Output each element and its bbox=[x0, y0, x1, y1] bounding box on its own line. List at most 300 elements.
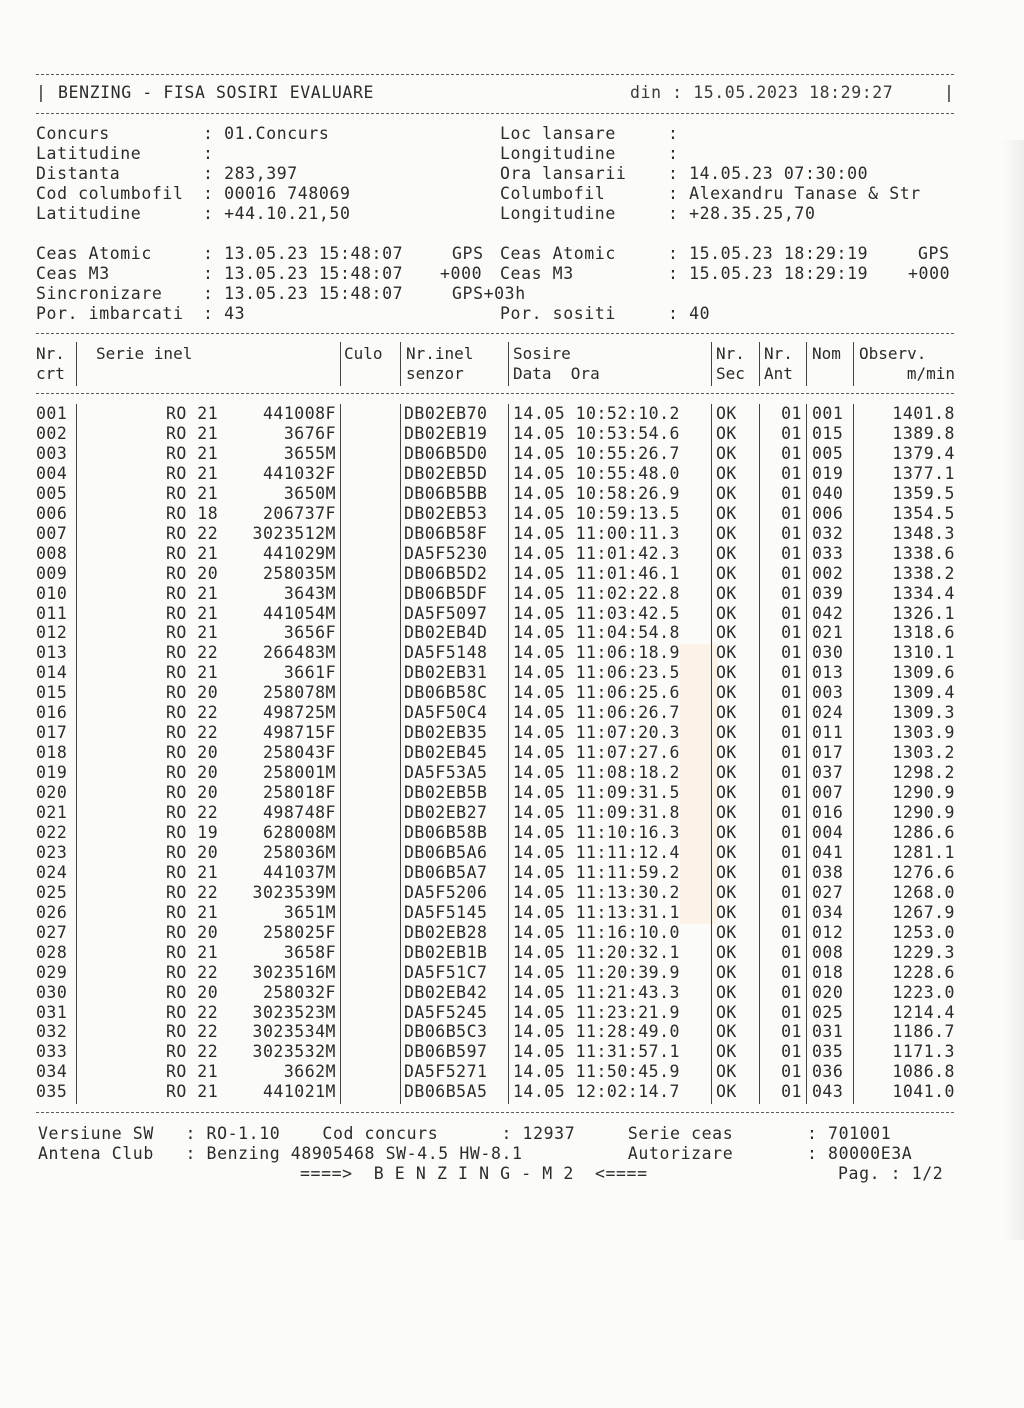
scan-shadow bbox=[1002, 140, 1024, 1240]
cell-sec: OK bbox=[716, 523, 737, 543]
cell-observ: 1268.0 bbox=[892, 882, 955, 902]
cell-serie-country: RO 21 bbox=[166, 663, 219, 683]
cell-sosire: 14.05 11:10:16.3 bbox=[513, 822, 680, 842]
cell-serie-country: RO 21 bbox=[166, 862, 219, 882]
cell-sosire: 14.05 11:07:20.3 bbox=[513, 723, 680, 743]
info-label: Loc lansare bbox=[500, 124, 616, 143]
cell-nom: 018 bbox=[812, 962, 844, 982]
cell-serie-ring: 441032F bbox=[262, 463, 336, 483]
cell-ant: 01 bbox=[781, 1042, 802, 1062]
cell-serie-country: RO 21 bbox=[166, 463, 219, 483]
cell-serie-country: RO 22 bbox=[166, 723, 219, 743]
cell-ant: 01 bbox=[781, 463, 802, 483]
cell-nom: 043 bbox=[812, 1082, 844, 1102]
cell-serie-country: RO 20 bbox=[166, 842, 219, 862]
table-header bbox=[36, 342, 954, 386]
clock-label: Ceas Atomic bbox=[500, 244, 616, 263]
cell-sec: OK bbox=[716, 683, 737, 703]
cell-nr: 001 bbox=[36, 404, 68, 423]
cell-sec: OK bbox=[716, 803, 737, 822]
cell-sosire: 14.05 11:04:54.8 bbox=[513, 623, 680, 643]
cell-senzor: DB06B5D2 bbox=[404, 563, 488, 583]
title-divider bbox=[36, 113, 954, 114]
info-divider bbox=[36, 333, 954, 334]
cell-sec: OK bbox=[716, 463, 737, 483]
cell-serie-country: RO 21 bbox=[166, 902, 219, 922]
cell-nom: 003 bbox=[812, 683, 844, 703]
info-label: Latitudine bbox=[36, 144, 142, 163]
table-row bbox=[36, 823, 954, 843]
cell-serie-country: RO 20 bbox=[166, 922, 219, 942]
info-label: Columbofil bbox=[500, 184, 606, 203]
col-rule bbox=[400, 342, 401, 386]
cell-sosire: 14.05 10:55:48.0 bbox=[513, 463, 680, 483]
cell-senzor: DB06B58F bbox=[404, 523, 488, 543]
table-row bbox=[36, 743, 954, 763]
cell-sosire: 14.05 11:06:18.9 bbox=[513, 643, 680, 663]
cell-nr: 025 bbox=[36, 882, 68, 902]
cell-observ: 1401.8 bbox=[892, 404, 955, 423]
cell-senzor: DB02EB19 bbox=[404, 423, 488, 443]
col-header-nom: Nom bbox=[812, 344, 841, 363]
clock-label: Por. sositi bbox=[500, 304, 616, 323]
cell-serie-ring: 3651M bbox=[283, 902, 336, 922]
cell-nr: 033 bbox=[36, 1042, 68, 1062]
cell-ant: 01 bbox=[781, 1062, 802, 1082]
col-header-ant-sub: Ant bbox=[764, 364, 793, 383]
cell-serie-ring: 3023523M bbox=[252, 1002, 336, 1022]
cell-sosire: 14.05 10:55:26.7 bbox=[513, 443, 680, 463]
cell-senzor: DA5F5271 bbox=[404, 1062, 488, 1082]
table-row bbox=[36, 923, 954, 943]
clock-value: : 15.05.23 18:29:19 bbox=[668, 264, 869, 283]
cell-senzor: DB02EB45 bbox=[404, 743, 488, 763]
cell-observ: 1290.9 bbox=[892, 783, 955, 803]
cell-nr: 021 bbox=[36, 803, 68, 822]
cell-serie-ring: 441008F bbox=[262, 404, 336, 423]
cell-nr: 016 bbox=[36, 703, 68, 723]
table-row bbox=[36, 803, 954, 823]
cell-sosire: 14.05 10:52:10.2 bbox=[513, 404, 680, 423]
cell-sec: OK bbox=[716, 623, 737, 643]
cell-sec: OK bbox=[716, 942, 737, 962]
cell-serie-ring: 3643M bbox=[283, 583, 336, 603]
cell-nr: 029 bbox=[36, 962, 68, 982]
cell-nom: 011 bbox=[812, 723, 844, 743]
cell-ant: 01 bbox=[781, 922, 802, 942]
info-value: : bbox=[203, 144, 214, 163]
table-row bbox=[36, 963, 954, 983]
cell-ant: 01 bbox=[781, 683, 802, 703]
cell-sec: OK bbox=[716, 603, 737, 623]
table-row bbox=[36, 584, 954, 604]
cell-ant: 01 bbox=[781, 423, 802, 443]
col-header-obs-sub: m/min bbox=[906, 364, 955, 383]
cell-nr: 008 bbox=[36, 543, 68, 563]
table-row bbox=[36, 464, 954, 484]
cell-observ: 1281.1 bbox=[892, 842, 955, 862]
col-rule bbox=[806, 342, 807, 386]
cell-sec: OK bbox=[716, 723, 737, 743]
cell-serie-country: RO 20 bbox=[166, 783, 219, 803]
info-label: Distanta bbox=[36, 164, 121, 183]
cell-observ: 1359.5 bbox=[892, 483, 955, 503]
cell-sosire: 14.05 11:23:21.9 bbox=[513, 1002, 680, 1022]
cell-ant: 01 bbox=[781, 663, 802, 683]
info-value: : bbox=[668, 124, 679, 143]
col-header-sosire: Sosire bbox=[513, 344, 571, 363]
cell-serie-ring: 3655M bbox=[283, 443, 336, 463]
cell-sosire: 14.05 11:21:43.3 bbox=[513, 982, 680, 1002]
cell-nom: 037 bbox=[812, 763, 844, 783]
cell-observ: 1253.0 bbox=[892, 922, 955, 942]
cell-ant: 01 bbox=[781, 743, 802, 763]
cell-senzor: DA5F5148 bbox=[404, 643, 488, 663]
cell-observ: 1338.6 bbox=[892, 543, 955, 563]
cell-serie-ring: 266483M bbox=[262, 643, 336, 663]
table-row bbox=[36, 1042, 954, 1062]
title-bar-left: | bbox=[36, 83, 47, 102]
cell-sosire: 14.05 12:02:14.7 bbox=[513, 1082, 680, 1102]
cell-senzor: DB02EB4D bbox=[404, 623, 488, 643]
cell-nr: 026 bbox=[36, 902, 68, 922]
cell-observ: 1318.6 bbox=[892, 623, 955, 643]
cell-serie-country: RO 20 bbox=[166, 683, 219, 703]
cell-nom: 032 bbox=[812, 523, 844, 543]
col-header-ant: Nr. bbox=[764, 344, 793, 363]
cell-sec: OK bbox=[716, 922, 737, 942]
cell-sosire: 14.05 10:59:13.5 bbox=[513, 503, 680, 523]
cell-nom: 039 bbox=[812, 583, 844, 603]
cell-nr: 023 bbox=[36, 842, 68, 862]
cell-serie-ring: 441054M bbox=[262, 603, 336, 623]
cell-nom: 033 bbox=[812, 543, 844, 563]
cell-ant: 01 bbox=[781, 1002, 802, 1022]
cell-senzor: DA5F5230 bbox=[404, 543, 488, 563]
cell-nr: 024 bbox=[36, 862, 68, 882]
header-divider bbox=[36, 393, 954, 394]
col-rule bbox=[711, 342, 712, 386]
cell-serie-ring: 3023539M bbox=[252, 882, 336, 902]
cell-observ: 1041.0 bbox=[892, 1082, 955, 1102]
col-header-sosire-sub: Data Ora bbox=[513, 364, 600, 383]
cell-ant: 01 bbox=[781, 842, 802, 862]
clock-suffix: +000 bbox=[908, 264, 951, 283]
cell-serie-ring: 3658F bbox=[283, 942, 336, 962]
cell-nom: 008 bbox=[812, 942, 844, 962]
clock-suffix: +000 bbox=[440, 264, 483, 283]
cell-nom: 042 bbox=[812, 603, 844, 623]
footer-antenna-line: Antena Club : Benzing 48905468 SW-4.5 HW-8.1 Autorizare : 80000E3A bbox=[38, 1144, 913, 1163]
table-row bbox=[36, 943, 954, 963]
info-value: : +28.35.25,70 bbox=[668, 204, 816, 223]
cell-sosire: 14.05 11:03:42.5 bbox=[513, 603, 680, 623]
footer-software-line: Versiune SW : RO-1.10 Cod concurs : 12937 Serie ceas : 701001 bbox=[38, 1124, 892, 1143]
cell-serie-country: RO 21 bbox=[166, 623, 219, 643]
table-row bbox=[36, 763, 954, 783]
col-header-serie: Serie inel bbox=[96, 344, 193, 363]
table-row bbox=[36, 723, 954, 743]
cell-sosire: 14.05 11:11:12.4 bbox=[513, 842, 680, 862]
cell-nr: 012 bbox=[36, 623, 68, 643]
cell-observ: 1326.1 bbox=[892, 603, 955, 623]
cell-observ: 1086.8 bbox=[892, 1062, 955, 1082]
info-label: Longitudine bbox=[500, 144, 616, 163]
cell-ant: 01 bbox=[781, 483, 802, 503]
info-value: : 14.05.23 07:30:00 bbox=[668, 164, 869, 183]
cell-serie-country: RO 21 bbox=[166, 603, 219, 623]
arrivals-table bbox=[36, 404, 954, 1104]
clock-value: : 43 bbox=[203, 304, 246, 323]
cell-sec: OK bbox=[716, 423, 737, 443]
cell-serie-country: RO 22 bbox=[166, 962, 219, 982]
cell-sosire: 14.05 11:06:26.7 bbox=[513, 703, 680, 723]
cell-nr: 018 bbox=[36, 743, 68, 763]
col-header-sec: Nr. bbox=[716, 344, 745, 363]
cell-sosire: 14.05 11:01:42.3 bbox=[513, 543, 680, 563]
cell-serie-country: RO 22 bbox=[166, 523, 219, 543]
cell-nr: 020 bbox=[36, 783, 68, 803]
cell-ant: 01 bbox=[781, 603, 802, 623]
cell-sosire: 14.05 11:01:46.1 bbox=[513, 563, 680, 583]
cell-senzor: DB06B597 bbox=[404, 1042, 488, 1062]
cell-sec: OK bbox=[716, 882, 737, 902]
cell-nom: 012 bbox=[812, 922, 844, 942]
cell-observ: 1267.9 bbox=[892, 902, 955, 922]
cell-observ: 1377.1 bbox=[892, 463, 955, 483]
cell-nr: 035 bbox=[36, 1082, 68, 1102]
cell-senzor: DA5F51C7 bbox=[404, 962, 488, 982]
cell-observ: 1276.6 bbox=[892, 862, 955, 882]
cell-sosire: 14.05 11:16:10.0 bbox=[513, 922, 680, 942]
clock-value: : 13.05.23 15:48:07 bbox=[203, 244, 404, 263]
clock-value: : 15.05.23 18:29:19 bbox=[668, 244, 869, 263]
cell-nr: 014 bbox=[36, 663, 68, 683]
cell-nr: 028 bbox=[36, 942, 68, 962]
table-row bbox=[36, 604, 954, 624]
col-rule bbox=[508, 342, 509, 386]
cell-sec: OK bbox=[716, 822, 737, 842]
table-row bbox=[36, 1082, 954, 1102]
cell-sec: OK bbox=[716, 483, 737, 503]
cell-nom: 027 bbox=[812, 882, 844, 902]
cell-sec: OK bbox=[716, 503, 737, 523]
cell-sec: OK bbox=[716, 962, 737, 982]
col-header-sec-sub: Sec bbox=[716, 364, 745, 383]
col-header-nr: Nr. bbox=[36, 344, 65, 363]
cell-senzor: DB06B58C bbox=[404, 683, 488, 703]
cell-ant: 01 bbox=[781, 1082, 802, 1102]
col-rule bbox=[340, 342, 341, 386]
cell-serie-ring: 3023512M bbox=[252, 523, 336, 543]
cell-serie-country: RO 22 bbox=[166, 703, 219, 723]
cell-serie-ring: 258001M bbox=[262, 763, 336, 783]
cell-nr: 005 bbox=[36, 483, 68, 503]
cell-senzor: DB06B5BB bbox=[404, 483, 488, 503]
cell-ant: 01 bbox=[781, 803, 802, 822]
cell-nom: 002 bbox=[812, 563, 844, 583]
cell-ant: 01 bbox=[781, 962, 802, 982]
cell-sosire: 14.05 11:20:39.9 bbox=[513, 962, 680, 982]
cell-serie-country: RO 21 bbox=[166, 1062, 219, 1082]
cell-nr: 002 bbox=[36, 423, 68, 443]
cell-observ: 1334.4 bbox=[892, 583, 955, 603]
cell-nr: 006 bbox=[36, 503, 68, 523]
cell-serie-country: RO 20 bbox=[166, 763, 219, 783]
cell-sec: OK bbox=[716, 663, 737, 683]
cell-ant: 01 bbox=[781, 763, 802, 783]
cell-observ: 1309.3 bbox=[892, 703, 955, 723]
cell-sec: OK bbox=[716, 743, 737, 763]
info-label: Longitudine bbox=[500, 204, 616, 223]
cell-sec: OK bbox=[716, 543, 737, 563]
cell-sec: OK bbox=[716, 982, 737, 1002]
clock-value: : 13.05.23 15:48:07 bbox=[203, 284, 404, 303]
cell-sosire: 14.05 11:13:30.2 bbox=[513, 882, 680, 902]
cell-sosire: 14.05 11:06:25.6 bbox=[513, 683, 680, 703]
cell-nom: 041 bbox=[812, 842, 844, 862]
cell-nom: 016 bbox=[812, 803, 844, 822]
cell-senzor: DB02EB28 bbox=[404, 922, 488, 942]
cell-ant: 01 bbox=[781, 443, 802, 463]
cell-sosire: 14.05 11:50:45.9 bbox=[513, 1062, 680, 1082]
col-header-senzor-sub: senzor bbox=[406, 364, 464, 383]
cell-nom: 025 bbox=[812, 1002, 844, 1022]
cell-serie-country: RO 21 bbox=[166, 483, 219, 503]
col-rule bbox=[759, 342, 760, 386]
cell-nom: 001 bbox=[812, 404, 844, 423]
cell-senzor: DB02EB27 bbox=[404, 803, 488, 822]
info-value: : 00016 748069 bbox=[203, 184, 351, 203]
table-row bbox=[36, 544, 954, 564]
cell-nom: 017 bbox=[812, 743, 844, 763]
cell-sec: OK bbox=[716, 763, 737, 783]
cell-observ: 1171.3 bbox=[892, 1042, 955, 1062]
table-row bbox=[36, 863, 954, 883]
cell-serie-ring: 3023532M bbox=[252, 1042, 336, 1062]
cell-sec: OK bbox=[716, 404, 737, 423]
cell-ant: 01 bbox=[781, 862, 802, 882]
table-row bbox=[36, 444, 954, 464]
cell-nr: 031 bbox=[36, 1002, 68, 1022]
cell-senzor: DB06B5A7 bbox=[404, 862, 488, 882]
table-row bbox=[36, 424, 954, 444]
table-row bbox=[36, 524, 954, 544]
footer-divider bbox=[36, 1112, 954, 1113]
cell-serie-country: RO 21 bbox=[166, 404, 219, 423]
cell-serie-country: RO 21 bbox=[166, 423, 219, 443]
cell-observ: 1186.7 bbox=[892, 1022, 955, 1042]
cell-observ: 1214.4 bbox=[892, 1002, 955, 1022]
cell-serie-ring: 258036M bbox=[262, 842, 336, 862]
cell-sosire: 14.05 11:00:11.3 bbox=[513, 523, 680, 543]
cell-serie-ring: 258035M bbox=[262, 563, 336, 583]
cell-sec: OK bbox=[716, 1022, 737, 1042]
cell-ant: 01 bbox=[781, 982, 802, 1002]
cell-senzor: DA5F5145 bbox=[404, 902, 488, 922]
cell-nr: 019 bbox=[36, 763, 68, 783]
cell-nr: 032 bbox=[36, 1022, 68, 1042]
cell-sec: OK bbox=[716, 783, 737, 803]
cell-observ: 1379.4 bbox=[892, 443, 955, 463]
cell-serie-ring: 441029M bbox=[262, 543, 336, 563]
cell-serie-ring: 258043F bbox=[262, 743, 336, 763]
cell-ant: 01 bbox=[781, 703, 802, 723]
cell-sec: OK bbox=[716, 842, 737, 862]
table-row bbox=[36, 903, 954, 923]
cell-nom: 034 bbox=[812, 902, 844, 922]
table-row bbox=[36, 883, 954, 903]
table-row bbox=[36, 703, 954, 723]
cell-nom: 004 bbox=[812, 822, 844, 842]
cell-sec: OK bbox=[716, 1042, 737, 1062]
cell-senzor: DB02EB35 bbox=[404, 723, 488, 743]
cell-nom: 006 bbox=[812, 503, 844, 523]
cell-nom: 007 bbox=[812, 783, 844, 803]
cell-serie-country: RO 21 bbox=[166, 543, 219, 563]
cell-ant: 01 bbox=[781, 783, 802, 803]
report-title: BENZING - FISA SOSIRI EVALUARE bbox=[58, 83, 375, 102]
cell-serie-ring: 441021M bbox=[262, 1082, 336, 1102]
cell-serie-ring: 258032F bbox=[262, 982, 336, 1002]
cell-ant: 01 bbox=[781, 543, 802, 563]
cell-ant: 01 bbox=[781, 404, 802, 423]
cell-serie-ring: 3662M bbox=[283, 1062, 336, 1082]
cell-senzor: DA5F5206 bbox=[404, 882, 488, 902]
cell-senzor: DB06B5A5 bbox=[404, 1082, 488, 1102]
table-row bbox=[36, 564, 954, 584]
info-label: Latitudine bbox=[36, 204, 142, 223]
cell-nom: 020 bbox=[812, 982, 844, 1002]
cell-observ: 1310.1 bbox=[892, 643, 955, 663]
cell-serie-country: RO 20 bbox=[166, 563, 219, 583]
clock-value: : 40 bbox=[668, 304, 711, 323]
cell-serie-ring: 3661F bbox=[283, 663, 336, 683]
cell-serie-country: RO 21 bbox=[166, 942, 219, 962]
report-title-bar bbox=[36, 82, 954, 104]
cell-ant: 01 bbox=[781, 643, 802, 663]
cell-senzor: DA5F53A5 bbox=[404, 763, 488, 783]
cell-sosire: 14.05 11:02:22.8 bbox=[513, 583, 680, 603]
cell-senzor: DB06B5D0 bbox=[404, 443, 488, 463]
cell-serie-country: RO 22 bbox=[166, 1042, 219, 1062]
cell-serie-ring: 206737F bbox=[262, 503, 336, 523]
cell-sosire: 14.05 11:08:18.2 bbox=[513, 763, 680, 783]
cell-serie-ring: 628008M bbox=[262, 822, 336, 842]
cell-sosire: 14.05 10:58:26.9 bbox=[513, 483, 680, 503]
cell-serie-country: RO 22 bbox=[166, 882, 219, 902]
cell-sec: OK bbox=[716, 443, 737, 463]
cell-serie-country: RO 21 bbox=[166, 583, 219, 603]
cell-observ: 1286.6 bbox=[892, 822, 955, 842]
cell-sosire: 14.05 11:13:31.1 bbox=[513, 902, 680, 922]
cell-serie-ring: 498715F bbox=[262, 723, 336, 743]
clock-suffix: GPS bbox=[452, 244, 484, 263]
cell-sec: OK bbox=[716, 583, 737, 603]
cell-nr: 010 bbox=[36, 583, 68, 603]
cell-ant: 01 bbox=[781, 882, 802, 902]
clock-suffix: GPS bbox=[918, 244, 950, 263]
table-row bbox=[36, 683, 954, 703]
table-row bbox=[36, 1062, 954, 1082]
cell-serie-country: RO 22 bbox=[166, 643, 219, 663]
cell-sec: OK bbox=[716, 703, 737, 723]
cell-senzor: DA5F50C4 bbox=[404, 703, 488, 723]
cell-serie-country: RO 22 bbox=[166, 1002, 219, 1022]
clock-label: Ceas Atomic bbox=[36, 244, 152, 263]
cell-observ: 1298.2 bbox=[892, 763, 955, 783]
cell-serie-ring: 3023516M bbox=[252, 962, 336, 982]
